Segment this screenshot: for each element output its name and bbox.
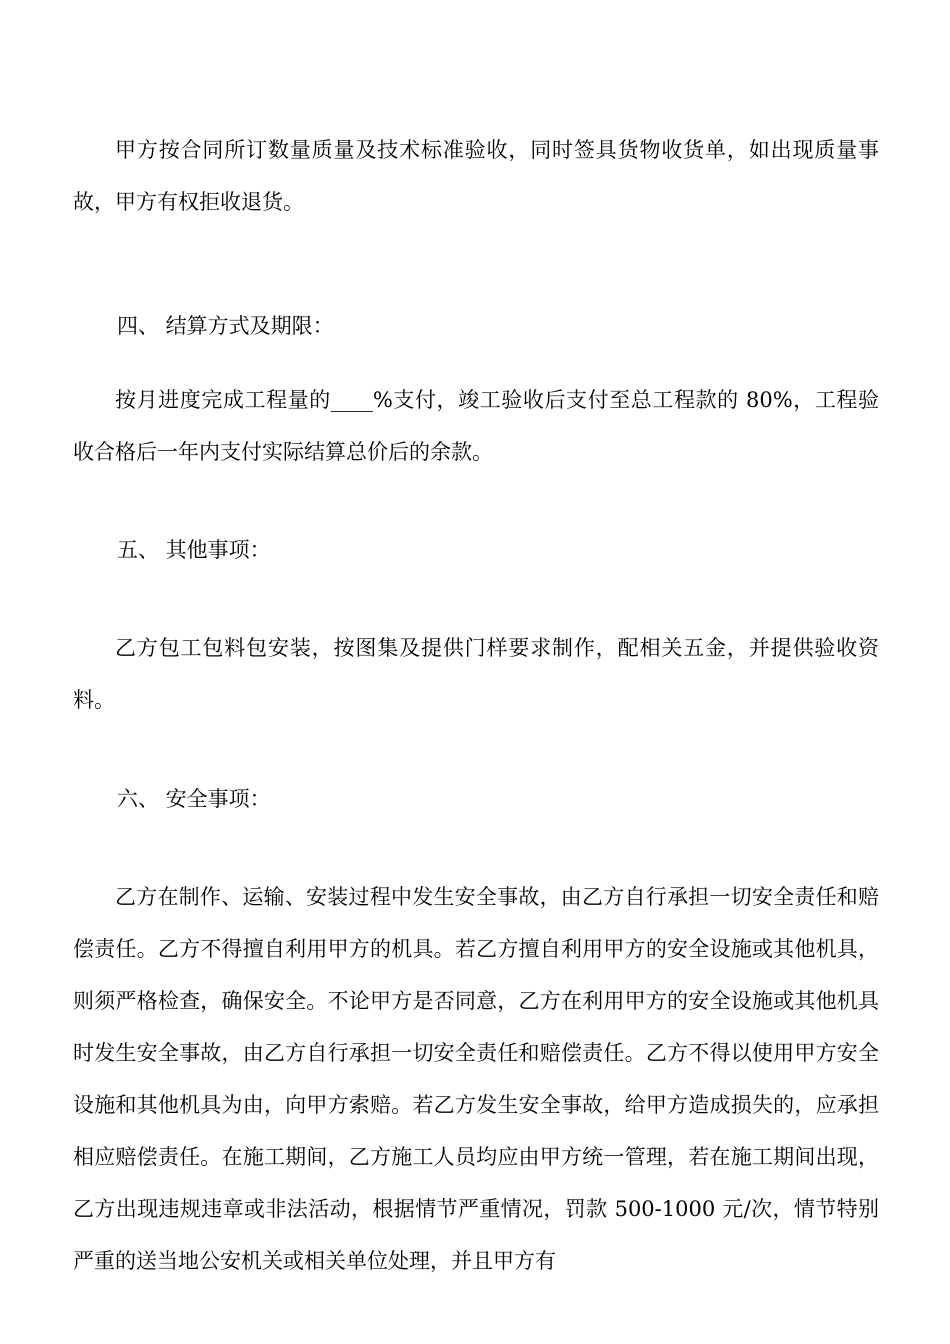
paragraph-settlement: 按月进度完成工程量的____%支付，竣工验收后支付至总工程款的 80%，工程验收合格后一年内支付实际结算总价后的余款。 (73, 388, 879, 464)
paragraph-acceptance: 甲方按合同所订数量质量及技术标准验收，同时签具货物收货单，如出现质量事故，甲方有权拒收退货。 (73, 138, 879, 214)
paragraph-other: 乙方包工包料包安装，按图集及提供门样要求制作，配相关五金，并提供验收资料。 (73, 636, 879, 712)
section-heading-settlement: 四、 结算方式及期限： (117, 314, 334, 338)
section-heading-other: 五、 其他事项： (117, 538, 271, 562)
section-heading-safety: 六、 安全事项： (117, 787, 271, 811)
paragraph-safety: 乙方在制作、运输、安装过程中发生安全事故，由乙方自行承担一切安全责任和赔偿责任。乙方不得擅自利用甲方的机具。若乙方擅自利用甲方的安全设施或其他机具，则须严格检查，确保安全。不论甲方是否同意，乙方在利用甲方的安全设施或其他机具时发生安全事故，由乙方自行承担一切安全责任和赔偿责任。乙方不得以使用甲方安全设施和其他机具为由，向甲方索赔。若乙方发生安全事故，给甲方造成损失的，应承担相应赔偿责任。在施工期间，乙方施工人员均应由甲方统一管理，若在施工期间出现，乙方出现违规违章或非法活动，根据情节严重情况，罚款 500-1000 元/次，情节特别严重的送当地公安机关或相关单位处理，并且甲方有 (73, 885, 879, 1273)
